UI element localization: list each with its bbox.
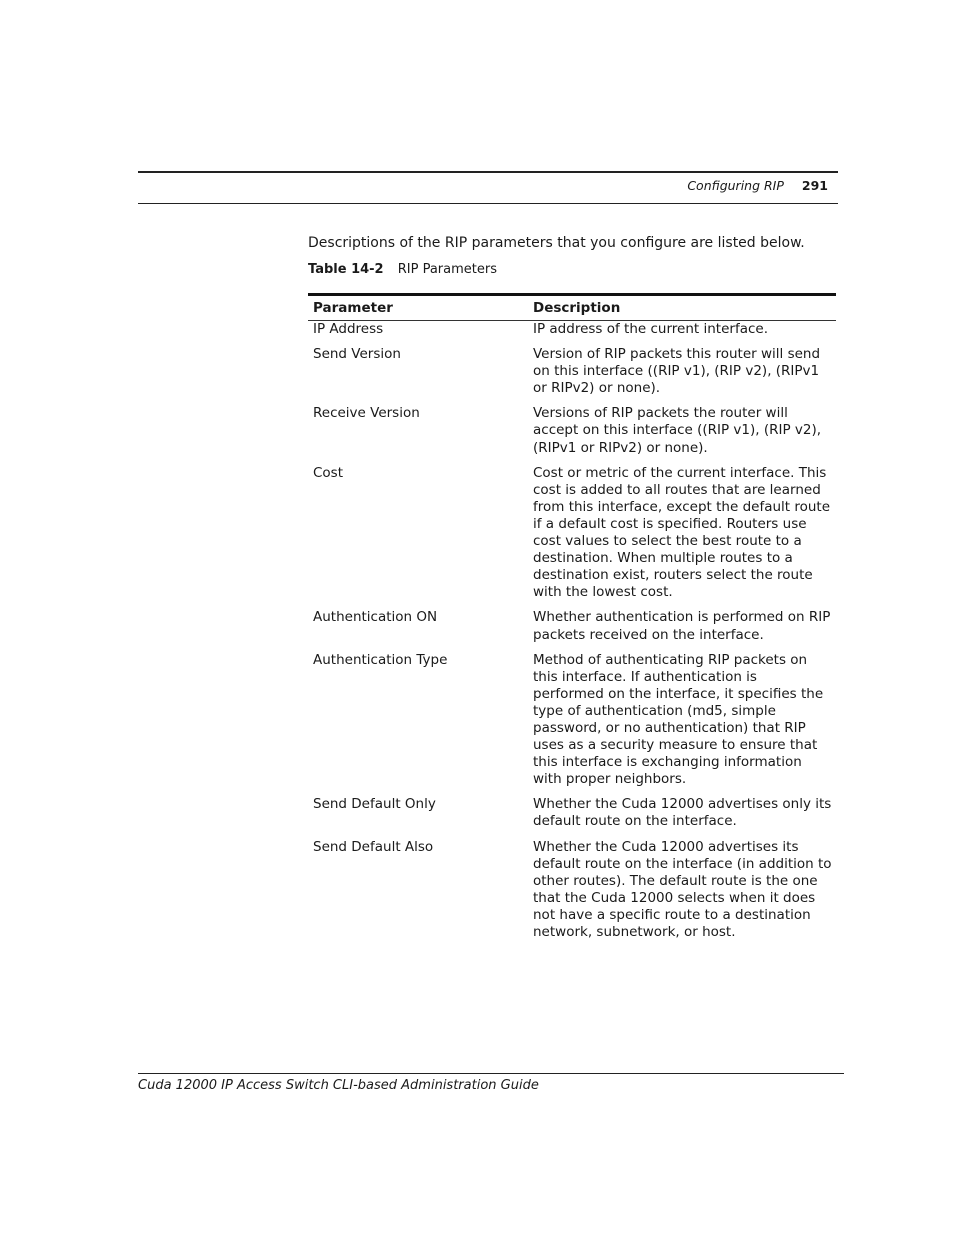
table-caption-title: RIP Parameters (397, 262, 497, 277)
footer-book-title: Cuda 12000 IP Access Switch CLI-based Administration Guide (138, 1078, 539, 1093)
description-cell: Cost or metric of the current interface. This cost is added to all routes that are learned from this interface, except the default route if a default cost is specified. Routers use cost values to select the best route to a destination. When multiple routes to a destination exist, routers select the route with the lowest cost. (533, 464, 831, 601)
description-cell: Whether authentication is performed on RIP packets received on the interface. (533, 609, 831, 643)
intro-paragraph: Descriptions of the RIP parameters that you configure are listed below. (308, 235, 805, 251)
column-header-description: Description (533, 300, 621, 316)
table-row (308, 788, 836, 830)
parameter-cell: Authentication ON (313, 609, 438, 626)
header-rule-top (138, 171, 838, 173)
column-header-parameter: Parameter (313, 300, 393, 316)
parameter-cell: IP Address (313, 321, 384, 337)
parameter-cell: Authentication Type (313, 651, 448, 668)
table-caption (308, 262, 497, 277)
header-section-title: Configuring RIP (687, 178, 784, 193)
table-row (308, 338, 836, 397)
description-cell: Whether the Cuda 12000 advertises only its default route on the interface. (533, 796, 832, 830)
table-row (308, 321, 836, 338)
table-row (308, 397, 836, 456)
table-body (308, 321, 836, 941)
table-row (308, 644, 836, 789)
footer-rule (138, 1073, 844, 1074)
table-caption-label: Table 14-2 (308, 262, 384, 277)
description-cell: Method of authenticating RIP packets on this interface. If authentication is performed on the interface, it specifies the type of authentication (md5, simple password, or no authentication) that RIP uses as a security measure to ensure that this interface is exchanging information with proper neighbors. (533, 651, 824, 788)
table-row (308, 831, 836, 942)
table-header-row (308, 296, 836, 321)
parameter-cell: Send Default Also (313, 838, 434, 855)
parameter-cell: Cost (313, 464, 344, 481)
running-header (687, 178, 828, 193)
page-number: 291 (801, 178, 828, 193)
table-row (308, 457, 836, 602)
description-cell: Versions of RIP packets the router will accept on this interface ((RIP v1), (RIP v2), (RIPv1 or RIPv2) or none). (533, 405, 822, 456)
description-cell: Version of RIP packets this router will send on this interface ((RIP v1), (RIP v2), (RIPv1 or RIPv2) or none). (533, 346, 821, 397)
table-row (308, 601, 836, 643)
parameter-cell: Send Version (313, 346, 401, 363)
description-cell: IP address of the current interface. (533, 321, 768, 337)
parameter-cell: Receive Version (313, 405, 420, 422)
rip-parameters-table (308, 293, 836, 941)
parameter-cell: Send Default Only (313, 796, 436, 813)
header-rule-bottom (138, 203, 838, 204)
description-cell: Whether the Cuda 12000 advertises its default route on the interface (in addition to other routes). The default route is the one that the Cuda 12000 selects when it does not have a specific route to a destination network, subnetwork, or host. (533, 838, 832, 940)
